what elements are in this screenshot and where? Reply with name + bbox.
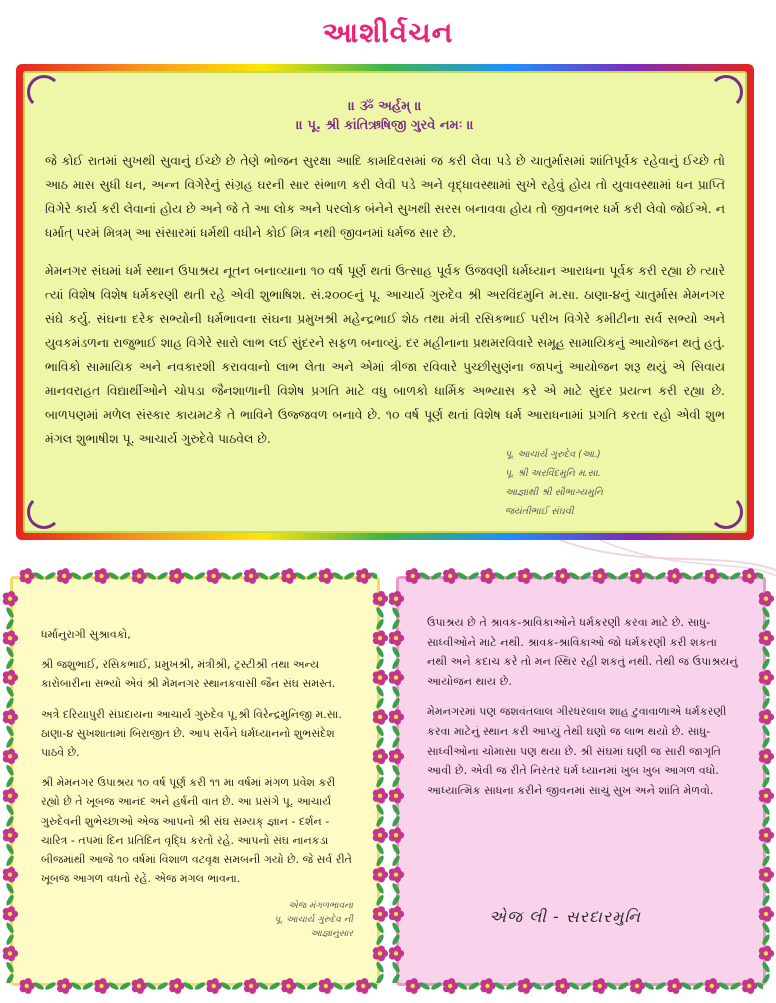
- leaf-icon: [505, 981, 518, 991]
- flower-icon: [667, 978, 682, 994]
- leaf-icon: [375, 697, 385, 710]
- leaf-icon: [391, 606, 401, 619]
- leaf-icon: [391, 855, 401, 868]
- letter-paragraph: મેમનગરમાં પણ જશવંતલાલ ગીરધરલાલ શાહ ટુવાવાળાએ ધર્મકરણી કરવા માટેનું સ્થાન કરી આપ્યું તેથી ઘણો જ લાભ થયો છે. સાધુ-સાધ્વીઓના ચોમાસા પણ થયા છે. શ્રી સંઘમાં ઘણી જ સારી જાગૃતિ આવી છે. એવી જ રીતે નિરંતર ધર્મ ધ્યાનમાં ખુબ ખુબ આગળ વધો. આધ્યાત્મિક સાધના કરીને જીવનમાં સાચું સુખ અને શાંતિ મેળવો.: [427, 705, 727, 797]
- leaf-icon: [761, 855, 771, 868]
- flower-icon: [57, 568, 72, 584]
- flower-icon: [3, 827, 18, 843]
- flower-icon: [3, 749, 18, 765]
- leaf-icon: [343, 571, 356, 581]
- leaf-icon: [5, 776, 15, 789]
- leaf-icon: [761, 657, 771, 670]
- leaf-icon: [44, 981, 57, 991]
- flower-icon: [480, 568, 495, 584]
- flower-icon: [759, 827, 774, 843]
- flower-icon: [94, 978, 109, 994]
- flower-border: [399, 975, 763, 997]
- leaf-icon: [542, 981, 555, 991]
- flower-icon: [57, 978, 72, 994]
- left-letter-box: [10, 576, 380, 986]
- leaf-icon: [375, 882, 385, 895]
- leaf-icon: [391, 657, 401, 670]
- flower-icon: [281, 568, 296, 584]
- leaf-icon: [375, 606, 385, 619]
- letter-paragraph: ધર્માનુરાગી સુશ્રાવકો,: [41, 628, 131, 641]
- leaf-icon: [306, 571, 319, 581]
- leaf-icon: [306, 981, 319, 991]
- flower-icon: [3, 630, 18, 646]
- flower-icon: [480, 978, 495, 994]
- flower-icon: [759, 709, 774, 725]
- leaf-icon: [391, 815, 401, 828]
- leaf-icon: [761, 776, 771, 789]
- flower-border: [0, 579, 21, 983]
- flower-icon: [705, 568, 720, 584]
- flower-icon: [593, 568, 608, 584]
- flower-icon: [207, 978, 222, 994]
- mantra-line: ॥ ૐ અર્હમ્ ॥: [348, 99, 422, 114]
- signature-line: એજ મંગળભાવના: [288, 901, 353, 912]
- flower-icon: [3, 591, 18, 607]
- flower-icon: [518, 978, 533, 994]
- flower-icon: [389, 670, 404, 686]
- letter-text: [41, 625, 353, 941]
- leaf-icon: [391, 882, 401, 895]
- leaf-icon: [580, 571, 593, 581]
- flower-icon: [281, 978, 296, 994]
- flower-icon: [555, 978, 570, 994]
- flower-icon: [406, 978, 421, 994]
- leaf-icon: [391, 736, 401, 749]
- leaf-icon: [761, 815, 771, 828]
- leaf-icon: [729, 981, 742, 991]
- leaf-icon: [375, 855, 385, 868]
- flower-border: [399, 565, 763, 587]
- leaf-icon: [375, 933, 385, 946]
- flower-border: [13, 565, 377, 587]
- flower-icon: [759, 946, 774, 962]
- leaf-icon: [5, 973, 15, 983]
- flower-icon: [705, 978, 720, 994]
- leaf-icon: [467, 981, 480, 991]
- leaf-icon: [231, 571, 244, 581]
- leaf-icon: [5, 882, 15, 895]
- leaf-icon: [391, 922, 401, 935]
- leaf-icon: [81, 981, 94, 991]
- leaf-icon: [194, 981, 207, 991]
- right-letter-box: [396, 576, 766, 986]
- leaf-icon: [375, 973, 385, 983]
- leaf-icon: [44, 571, 57, 581]
- leaf-icon: [761, 843, 771, 856]
- letter-paragraph: ઉપાશ્રય છે તે શ્રાવક-શ્રાવિકાઓને ધર્મકરણી કરવા માટે છે. સાધુ-સાધ્વીઓને માટે નથી. શ્રાવક-શ્રાવિકાઓ જો ધર્મકરણી કરી શકતા નથી અને કદાચ કરે તો મન સ્થિર રહી શકતું નથી. તેથી જ ઉપાશ્રયનું આયોજન થાય છે.: [427, 616, 738, 688]
- leaf-icon: [343, 981, 356, 991]
- signature-line: જયંતીભાઈ સંઘવી: [505, 506, 574, 517]
- flower-icon: [389, 946, 404, 962]
- signature-line: આજ્ઞાનુસાર: [310, 929, 353, 940]
- corner-ornament: [709, 495, 743, 529]
- leaf-icon: [391, 685, 401, 698]
- leaf-icon: [761, 894, 771, 907]
- flower-icon: [3, 709, 18, 725]
- leaf-icon: [81, 571, 94, 581]
- flower-icon: [759, 788, 774, 804]
- leaf-icon: [5, 657, 15, 670]
- leaf-icon: [761, 736, 771, 749]
- leaf-icon: [430, 981, 443, 991]
- flower-icon: [759, 630, 774, 646]
- flower-icon: [3, 788, 18, 804]
- signature-line: પૂ. આચાર્ય ગુરુદેવ (આ.): [505, 449, 601, 460]
- flower-border: [755, 579, 776, 983]
- leaf-icon: [761, 646, 771, 659]
- flower-icon: [319, 978, 334, 994]
- leaf-icon: [391, 646, 401, 659]
- leaf-icon: [761, 933, 771, 946]
- leaf-icon: [761, 697, 771, 710]
- flower-icon: [169, 568, 184, 584]
- leaf-icon: [5, 606, 15, 619]
- letter-text: [427, 613, 739, 811]
- flower-icon: [518, 568, 533, 584]
- leaf-icon: [391, 961, 401, 974]
- blessing-paragraph: જે કોઈ રાતમાં સુખથી સુવાનું ઈચ્છે છે તેણે ભોજન સુરક્ષા આદિ કામદિવસમાં જ કરી લેવા પડે છે ચાતુર્માસમાં શાંતિપૂર્વક રહેવાનું ઈચ્છે તો આઠ માસ સુધી ધન, અન્ન વિગેરેનું સંગ્રહ ઘરની સાર સંભાળ કરી લેવી પડે અને વૃદ્ધાવસ્થામાં સુખે રહેવું હોય તો યુવાવસ્થામાં ધન પ્રાપ્તિ વિગેરે કાર્ય કરી લેવાનાં હોય છે અને જે તે આ લોક અને પરલોક બંનેને સુખથી સરસ બનાવવા હોય તો જીવનભર ધર્મ કરી લેવો જોઈએ. ન ધર્માત્ પરમં મિત્રમ્ આ સંસારમાં ધર્મથી વધીને કોઈ મિત્ર નથી જીવનમાં ધર્મજ સાર છે.: [45, 153, 725, 240]
- flower-icon: [389, 709, 404, 725]
- leaf-icon: [375, 922, 385, 935]
- leaf-icon: [5, 724, 15, 737]
- leaf-icon: [761, 618, 771, 631]
- flower-icon: [759, 670, 774, 686]
- mantra-line: ॥ પૂ. શ્રી કાંતિઋષિજી ગુરવે નમઃ ॥: [296, 118, 474, 133]
- leaf-icon: [391, 843, 401, 856]
- leaf-icon: [391, 618, 401, 631]
- blessing-paragraph: મેમનગર સંઘમાં ધર્મ સ્થાન ઉપાશ્રય નૂતન બનાવ્યાના ૧૦ વર્ષ પૂર્ણ થતાં ઉત્સાહ પૂર્વક ઉજવણી ધર્મધ્યાન આરાધના પૂર્વક કરી રહ્યા છે ત્યારે ત્યાં વિશેષ વિશેષ ધર્મકરણી થતી રહે એવી શુભાષિશ. સં.૨૦૦૯નું પૂ. આચાર્ય ગુરુદેવ શ્રી અરવિંદમુનિ મ.સા. ઠાણા-૪નું ચાતુર્માસ મેમનગર સંઘે કર્યુ. સંઘના દરેક સભ્યોની ધર્મભાવના સંઘના પ્રમુખશ્રી મહેન્દ્રભાઈ શેઠ તથા મંત્રી રસિકભાઈ પરીખ વિગેરે કમીટીના સર્વ સભ્યો અને યુવકમંડળના રાજુભાઈ શાહ વિગેરે સારો લાભ લઈ સુંદરને સફળ બનાવ્યું. દર મહીનાના પ્રથમરવિવારે સમૂહ સામાયિકનું આયોજન થતું હતું. ભાવિકો સામાયિક અને નવકારશી કરાવવાનો લાભ લેતા અને એમાં ત્રીજા રવિવારે પુચ્છીસુણંના જાપનું આયોજન શરૂ થયું એ સિવાય માનવરાહત વિદ્યાર્થીઓને ચોપડા જૈનશાળાની વિશેષ પ્રગતિ માટે વધુ બાળકો ધાર્મિક અભ્યાસ કરે એ માટે સુંદર પ્રયત્ન કરી રહ્યા છે. બાળપણમાં મળેલ સંસ્કાર કાયમટકે તે ભાવિને ઉજ્જવળ બનાવે છે. ૧૦ વર્ષ પૂર્ણ થતાં વિશેષ ધર્મ આરાધનામાં પ્રગતિ કરતા રહો એવી શુભ મંગલ શુભાષીશ પૂ. આચાર્ય ગુરુદેવે પાઠવેલ છે.: [45, 263, 725, 446]
- flower-icon: [169, 978, 184, 994]
- leaf-icon: [5, 697, 15, 710]
- flower-icon: [389, 591, 404, 607]
- leaf-icon: [156, 571, 169, 581]
- leaf-icon: [761, 764, 771, 777]
- flower-icon: [759, 867, 774, 883]
- leaf-icon: [391, 764, 401, 777]
- flower-icon: [207, 568, 222, 584]
- leaf-icon: [5, 764, 15, 777]
- leaf-icon: [194, 571, 207, 581]
- leaf-icon: [617, 981, 630, 991]
- leaf-icon: [5, 646, 15, 659]
- blessing-panel: [23, 71, 747, 533]
- flower-icon: [389, 827, 404, 843]
- signature-block: [505, 445, 705, 521]
- corner-ornament: [709, 75, 743, 109]
- leaf-icon: [761, 961, 771, 974]
- flower-icon: [389, 749, 404, 765]
- leaf-icon: [375, 961, 385, 974]
- flower-icon: [20, 568, 35, 584]
- leaf-icon: [391, 724, 401, 737]
- corner-ornament: [27, 495, 61, 529]
- leaf-icon: [119, 571, 132, 581]
- leaf-icon: [505, 571, 518, 581]
- leaf-icon: [654, 571, 667, 581]
- flower-icon: [443, 978, 458, 994]
- flower-icon: [244, 978, 259, 994]
- flower-border: [385, 579, 407, 983]
- flower-icon: [406, 568, 421, 584]
- leaf-icon: [391, 776, 401, 789]
- flower-icon: [132, 978, 147, 994]
- leaf-icon: [5, 618, 15, 631]
- flower-icon: [389, 906, 404, 922]
- leaf-icon: [542, 571, 555, 581]
- flower-border: [13, 975, 377, 997]
- leaf-icon: [5, 685, 15, 698]
- leaf-icon: [375, 894, 385, 907]
- leaf-icon: [391, 933, 401, 946]
- leaf-icon: [391, 894, 401, 907]
- flower-icon: [759, 749, 774, 765]
- leaf-icon: [391, 973, 401, 983]
- flower-icon: [630, 978, 645, 994]
- leaf-icon: [5, 855, 15, 868]
- flower-icon: [389, 630, 404, 646]
- leaf-icon: [375, 646, 385, 659]
- signature: એજ લી - સરદારમુનિ: [489, 907, 641, 926]
- flower-icon: [389, 788, 404, 804]
- leaf-icon: [761, 882, 771, 895]
- flower-icon: [3, 670, 18, 686]
- leaf-icon: [375, 685, 385, 698]
- blessing-frame: [16, 64, 754, 540]
- leaf-icon: [580, 981, 593, 991]
- signature-line: આજ્ઞાથી શ્રી સૌભાગ્યમુનિ: [505, 487, 603, 498]
- leaf-icon: [268, 981, 281, 991]
- flower-icon: [94, 568, 109, 584]
- leaf-icon: [729, 571, 742, 581]
- leaf-icon: [761, 922, 771, 935]
- leaf-icon: [5, 894, 15, 907]
- leaf-icon: [5, 843, 15, 856]
- page-title: આશીર્વચન: [322, 16, 454, 49]
- flower-icon: [3, 946, 18, 962]
- flower-icon: [759, 591, 774, 607]
- flower-icon: [20, 978, 35, 994]
- leaf-icon: [375, 764, 385, 777]
- flower-icon: [244, 568, 259, 584]
- leaf-icon: [692, 571, 705, 581]
- leaf-icon: [391, 803, 401, 816]
- leaf-icon: [5, 922, 15, 935]
- leaf-icon: [375, 657, 385, 670]
- flower-icon: [443, 568, 458, 584]
- letter-paragraph: શ્રી મેમનગર ઉપાશ્રય ૧૦ વર્ષ પૂર્ણ કરી ૧૧ મા વર્ષમાં મંગળ પ્રવેશ કરી રહ્યો છે તે ખૂબજ આનંદ અને હર્ષની વાત છે. આ પ્રસંગે પૂ. આચાર્ય ગુરુદેવની શુભેચ્છાઓ એજ આપનો શ્રી સંઘ સમ્યક્ જ્ઞાન - દર્શન - ચારિત્ર - તપમાં દિન પ્રતિદિન વૃદ્ધિ કરતો રહે. આપનો સંઘ નાનકડા બીજમાંથી આજે ૧૦ વર્ષમાં વિશાળ વટવૃક્ષ સમબની ગયો છે. જે સર્વ રીતે ખૂબજ આગળ વધતો રહે. એજ મંગલ ભાવના.: [41, 776, 352, 886]
- leaf-icon: [467, 571, 480, 581]
- flower-icon: [132, 568, 147, 584]
- leaf-icon: [761, 973, 771, 983]
- leaf-icon: [5, 961, 15, 974]
- leaf-icon: [391, 697, 401, 710]
- letter-paragraph: શ્રી જશુભાઈ, રસિકભાઈ, પ્રમુખશ્રી, મંત્રીશ્રી, ટ્રસ્ટીશ્રી તથા અન્ય કારોબારીના સભ્યો એવં શ્રી મેમનગર સ્થાનકવાસી જૈન સંઘ સમસ્ત.: [41, 658, 336, 691]
- leaf-icon: [375, 618, 385, 631]
- leaf-icon: [5, 933, 15, 946]
- leaf-icon: [692, 981, 705, 991]
- leaf-icon: [430, 571, 443, 581]
- leaf-icon: [654, 981, 667, 991]
- flower-icon: [759, 906, 774, 922]
- leaf-icon: [375, 776, 385, 789]
- leaf-icon: [5, 803, 15, 816]
- flower-icon: [3, 867, 18, 883]
- leaf-icon: [5, 815, 15, 828]
- leaf-icon: [156, 981, 169, 991]
- leaf-icon: [617, 571, 630, 581]
- leaf-icon: [268, 571, 281, 581]
- leaf-icon: [375, 843, 385, 856]
- leaf-icon: [761, 685, 771, 698]
- leaf-icon: [231, 981, 244, 991]
- flower-icon: [389, 867, 404, 883]
- leaf-icon: [761, 606, 771, 619]
- leaf-icon: [119, 981, 132, 991]
- leaf-icon: [375, 803, 385, 816]
- flower-icon: [630, 568, 645, 584]
- leaf-icon: [375, 724, 385, 737]
- leaf-icon: [5, 736, 15, 749]
- leaf-icon: [761, 724, 771, 737]
- signature-line: પૂ. શ્રી અરવિંદમુનિ મ.સા.: [505, 468, 601, 479]
- flower-icon: [3, 906, 18, 922]
- leaf-icon: [761, 803, 771, 816]
- signature-line: પૂ. આચાર્ય ગુરુદેવ ની: [274, 915, 353, 926]
- letter-paragraph: અત્રે દરિયાપુરી સંપ્રદાયના આચાર્ય ગુરુદેવ પૂ.શ્રી વિરેન્દ્રમુનિજી મ.સા. ઠાણા-૪ સુખશાતામાં બિરાજીત છે. આપ સર્વેને ધર્મધ્યાનનો શુભસંદેશ પાઠવે છે.: [41, 707, 342, 760]
- leaf-icon: [375, 815, 385, 828]
- flower-icon: [593, 978, 608, 994]
- corner-ornament: [27, 75, 61, 109]
- flower-icon: [555, 568, 570, 584]
- leaf-icon: [375, 736, 385, 749]
- flower-icon: [667, 568, 682, 584]
- flower-icon: [319, 568, 334, 584]
